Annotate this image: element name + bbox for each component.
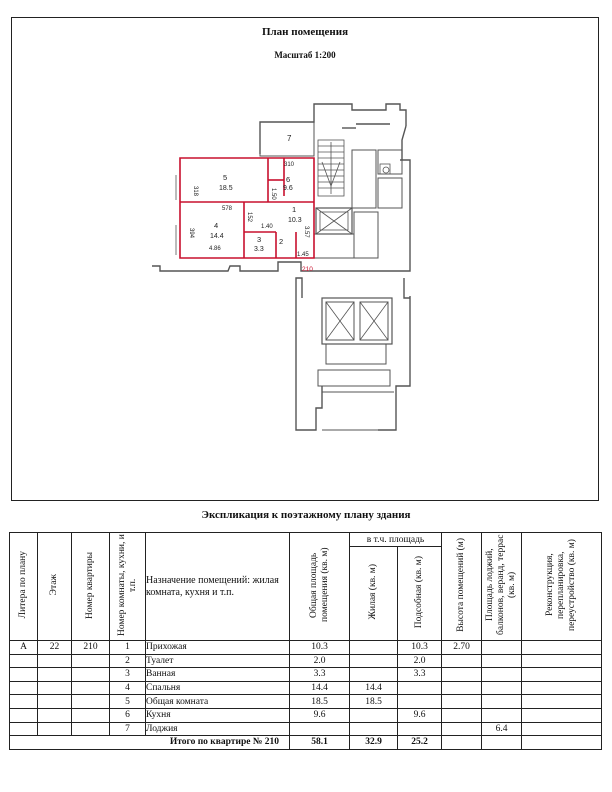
- header-total-area: Общая площадь помещения (кв. м): [290, 533, 350, 641]
- plan-dim-318: 318: [192, 186, 198, 197]
- header-floor: Этаж: [38, 533, 72, 641]
- plan-area-room-5: 18.5: [219, 185, 233, 192]
- plan-label-room-1: 1: [292, 205, 297, 214]
- header-rebuild: Реконструкция, перепланировка, переустройство (кв. м): [522, 533, 602, 641]
- header-litera: Литера по плану: [10, 533, 38, 641]
- plan-dim-357: 3.57: [303, 226, 309, 238]
- header-purpose: Назначение помещений: жилая комната, кухня и т.п.: [146, 533, 290, 641]
- table-row: 2 Туалет 2.0 2.0: [10, 654, 602, 668]
- plan-dim-394: 394: [188, 228, 194, 239]
- plan-label-room-7: 7: [287, 134, 292, 143]
- plan-title: План помещения: [261, 26, 349, 38]
- table-row: 4 Спальня 14.4 14.4: [10, 681, 602, 695]
- plan-dim-578: 578: [222, 206, 233, 212]
- plan-dim-486: 4.86: [209, 246, 221, 252]
- table-row: 5 Общая комната 18.5 18.5: [10, 695, 602, 709]
- header-room-no: Номер комнаты, кухни, и т.п.: [110, 533, 146, 641]
- plan-area-room-1: 10.3: [288, 217, 302, 224]
- plan-area-room-4: 14.4: [210, 233, 224, 240]
- total-living: 32.9: [350, 736, 398, 750]
- plan-label-room-5: 5: [223, 173, 228, 182]
- header-incl: в т.ч. площадь: [350, 533, 442, 547]
- header-height: Высота помещений (м): [442, 533, 482, 641]
- plan-dim-145: 1.45: [297, 252, 309, 258]
- plan-dim-140: 1.40: [261, 224, 273, 230]
- plan-scale: Масштаб 1:200: [274, 50, 336, 60]
- header-loggia: Площадь лоджий, балконов, веранд, террас (кв. м): [482, 533, 522, 641]
- plan-label-room-2: 2: [279, 237, 284, 246]
- total-row: [10, 736, 602, 750]
- plan-dim-152: 152: [246, 212, 252, 223]
- plan-dim-150: 1.50: [270, 188, 276, 200]
- total-label: Итого по квартире № 210: [10, 736, 290, 750]
- plan-area-room-3: 3.3: [254, 246, 264, 253]
- table-row: 6 Кухня 9.6 9.6: [10, 708, 602, 722]
- total-aux: 25.2: [398, 736, 442, 750]
- header-living: Жилая (кв. м): [350, 547, 398, 641]
- plan-label-room-4: 4: [214, 221, 219, 230]
- explication-table: [9, 532, 602, 750]
- header-aux: Подсобная (кв. м): [398, 547, 442, 641]
- explication-title: Экспликация к поэтажному плану здания: [201, 509, 411, 521]
- plan-apartment-number: 210: [302, 266, 313, 273]
- plan-area-room-6: 9.6: [283, 185, 293, 192]
- plan-dim-310: 310: [284, 162, 295, 168]
- table-row: 3 Ванная 3.3 3.3: [10, 668, 602, 682]
- table-row: 7 Лоджия 6.4: [10, 722, 602, 736]
- table-row: А 22 210 1 Прихожая 10.3 10.3 2.70: [10, 641, 602, 655]
- header-apt-no: Номер квартиры: [72, 533, 110, 641]
- total-area: 58.1: [290, 736, 350, 750]
- plan-label-room-3: 3: [257, 235, 262, 244]
- plan-label-room-6: 6: [286, 175, 291, 184]
